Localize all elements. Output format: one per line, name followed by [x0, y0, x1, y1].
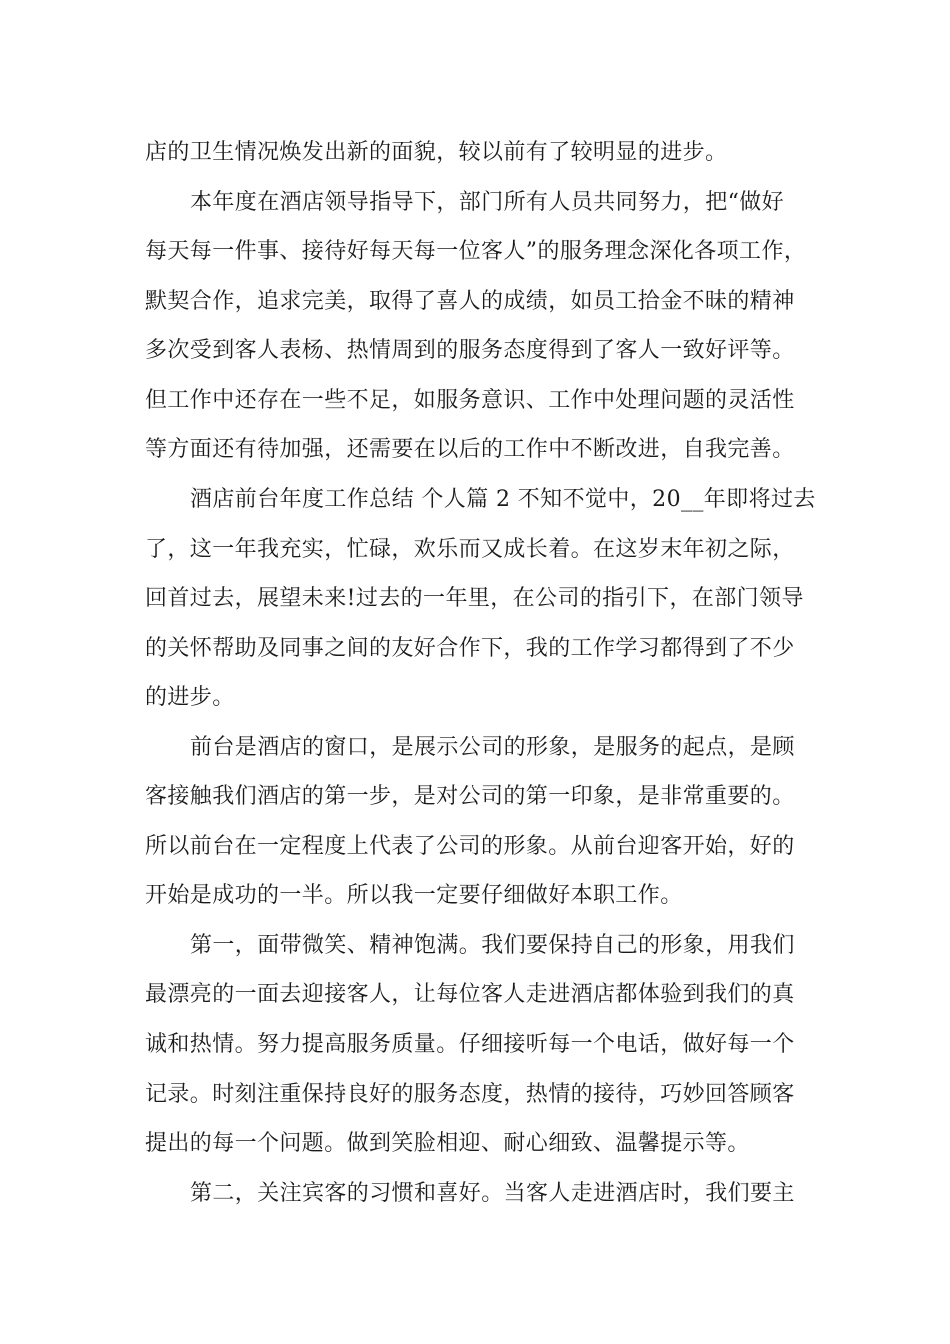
text-line: 客接触我们酒店的第一步，是对公司的第一印象，是非常重要的。 — [145, 784, 795, 809]
text-line: 前台是酒店的窗口，是展示公司的形象，是服务的起点，是顾 — [190, 735, 795, 760]
text-line: 回首过去，展望未来!过去的一年里，在公司的指引下，在部门领导 — [145, 586, 804, 611]
text-line: 等方面还有待加强，还需要在以后的工作中不断改进，自我完善。 — [145, 437, 795, 462]
text-line: 开始是成功的一半。所以我一定要仔细做好本职工作。 — [145, 883, 683, 908]
text-line: 最漂亮的一面去迎接客人，让每位客人走进酒店都体验到我们的真 — [145, 982, 795, 1007]
text-line: 的关怀帮助及同事之间的友好合作下，我的工作学习都得到了不少 — [145, 636, 795, 661]
text-line: 默契合作，追求完美，取得了喜人的成绩，如员工拾金不昧的精神 — [145, 289, 795, 314]
text-line: 但工作中还存在一些不足，如服务意识、工作中处理问题的灵活性 — [145, 388, 795, 413]
text-line: 本年度在酒店领导指导下，部门所有人员共同努力，把“做好 — [190, 190, 785, 215]
text-line: 提出的每一个问题。做到笑脸相迎、耐心细致、温馨提示等。 — [145, 1131, 750, 1156]
text-line: 第一，面带微笑、精神饱满。我们要保持自己的形象，用我们 — [190, 933, 795, 958]
text-line: 所以前台在一定程度上代表了公司的形象。从前台迎客开始，好的 — [145, 834, 795, 859]
text-line: 酒店前台年度工作总结 个人篇 2 不知不觉中，20__年即将过去 — [190, 487, 816, 512]
text-line: 的进步。 — [145, 685, 235, 710]
text-line: 店的卫生情况焕发出新的面貌，较以前有了较明显的进步。 — [145, 140, 728, 165]
text-line: 了，这一年我充实，忙碌，欢乐而又成长着。在这岁末年初之际， — [145, 537, 795, 562]
text-line: 每天每一件事、接待好每天每一位客人”的服务理念深化各项工作， — [145, 239, 807, 264]
text-line: 第二，关注宾客的习惯和喜好。当客人走进酒店时，我们要主 — [190, 1181, 795, 1206]
text-line: 诚和热情。努力提高服务质量。仔细接听每一个电话，做好每一个 — [145, 1032, 795, 1057]
text-line: 多次受到客人表杨、热情周到的服务态度得到了客人一致好评等。 — [145, 338, 795, 363]
text-line: 记录。时刻注重保持良好的服务态度，热情的接待，巧妙回答顾客 — [145, 1082, 795, 1107]
